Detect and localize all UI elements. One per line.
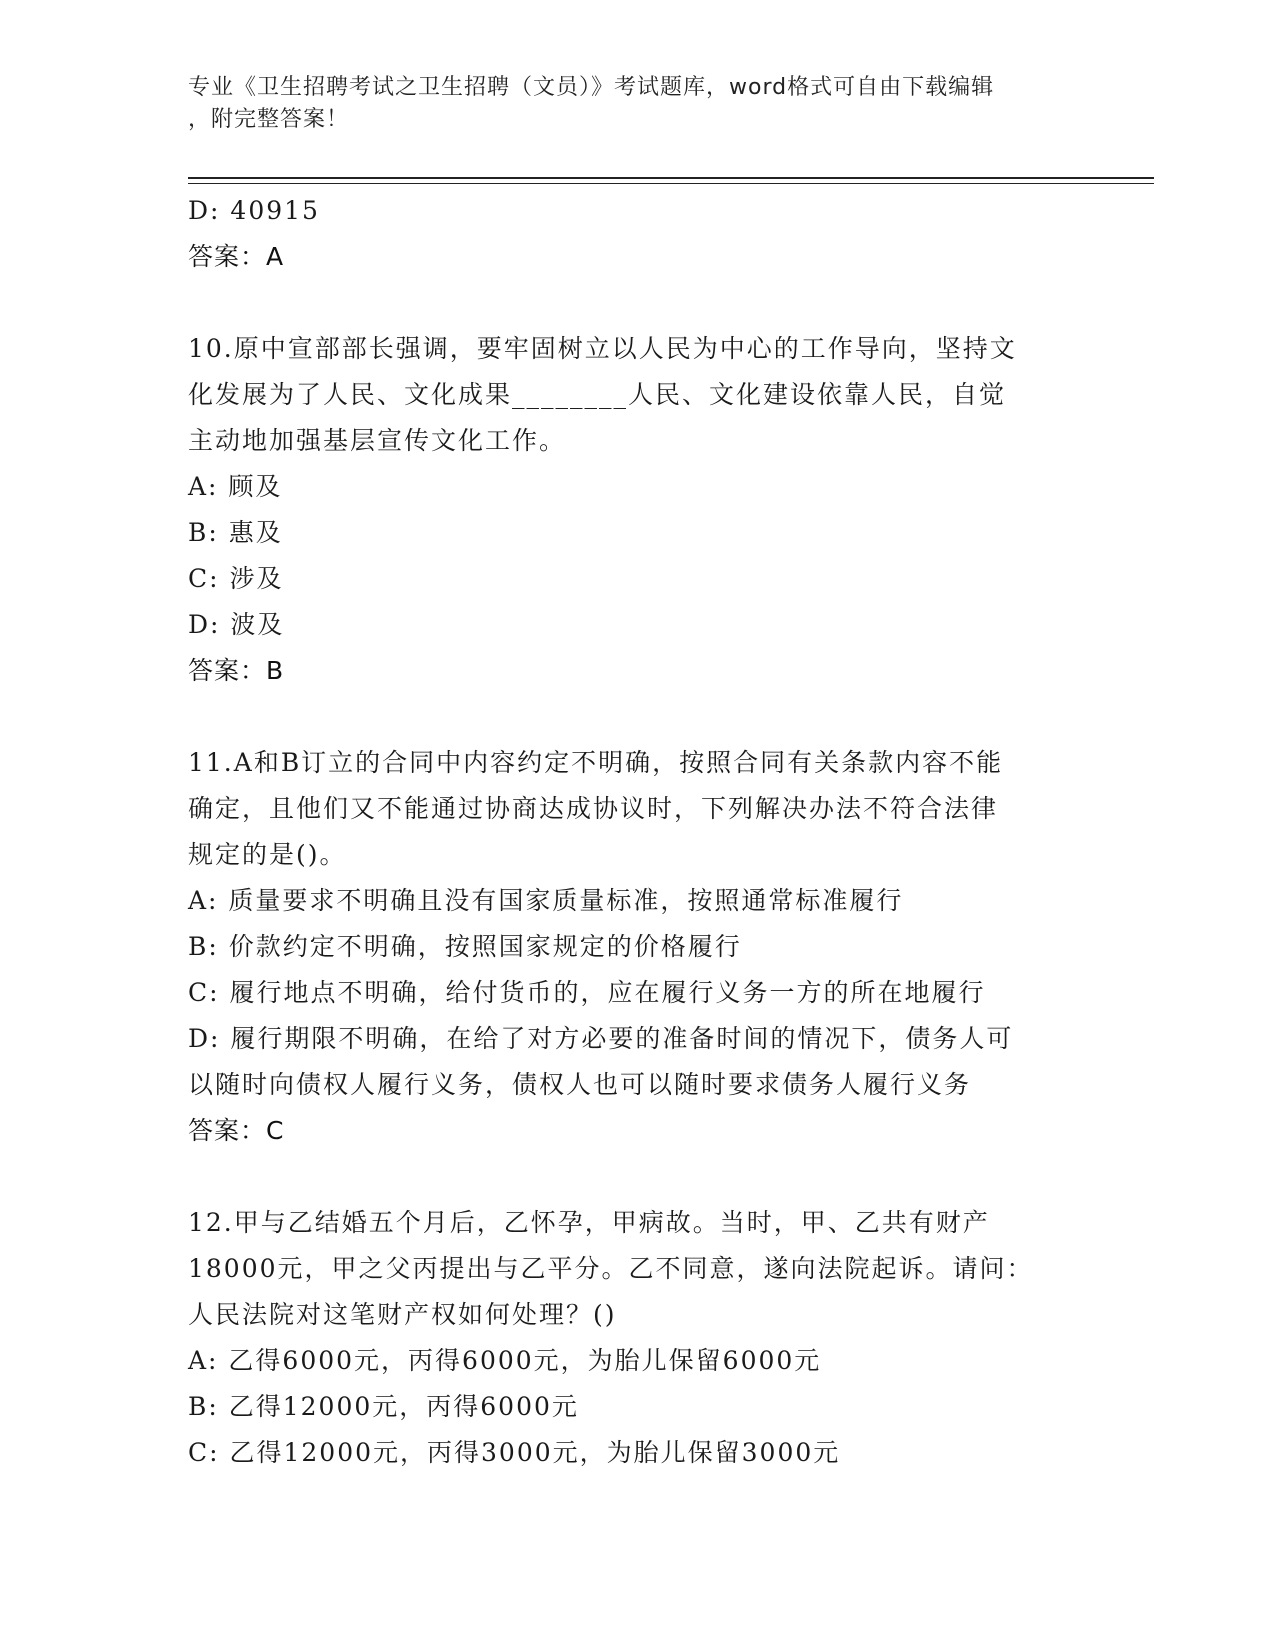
spacer <box>188 694 1088 740</box>
option-d: D: 履行期限不明确，在给了对方必要的准备时间的情况下，债务人可 <box>188 1024 1014 1053</box>
answer-label: 答案：A <box>188 242 285 271</box>
question-text-line: 11.A和B订立的合同中内容约定不明确，按照合同有关条款内容不能 <box>188 748 1004 777</box>
option-b: B: 乙得12000元，丙得6000元 <box>188 1392 579 1421</box>
header-line-2: ，附完整答案！ <box>188 107 350 132</box>
document-body <box>188 188 1088 1476</box>
option-c: C: 涉及 <box>188 564 284 593</box>
header-line-1: 专业《卫生招聘考试之卫生招聘（文员）》考试题库，word格式可自由下载编辑 <box>188 75 995 100</box>
option-d: D: 波及 <box>188 610 285 639</box>
question-text-line: 确定，且他们又不能通过协商达成协议时，下列解决办法不符合法律 <box>188 794 999 823</box>
option-c: C: 乙得12000元，丙得3000元，为胎儿保留3000元 <box>188 1438 841 1467</box>
header-divider-thin <box>188 183 1154 184</box>
question-text-line: 18000元，甲之父丙提出与乙平分。乙不同意，遂向法院起诉。请问： <box>188 1254 1034 1283</box>
option-b: B: 惠及 <box>188 518 283 547</box>
previous-question-tail <box>188 188 1088 280</box>
option-a: A: 乙得6000元，丙得6000元，为胎儿保留6000元 <box>188 1346 822 1375</box>
question-text-line: 人民法院对这笔财产权如何处理？() <box>188 1300 617 1329</box>
question-text-line: 主动地加强基层宣传文化工作。 <box>188 426 567 455</box>
answer-label: 答案：B <box>188 656 285 685</box>
option-b: B: 价款约定不明确，按照国家规定的价格履行 <box>188 932 742 961</box>
option-c: C: 履行地点不明确，给付货币的，应在履行义务一方的所在地履行 <box>188 978 986 1007</box>
option-a: A: 质量要求不明确且没有国家质量标准，按照通常标准履行 <box>188 886 904 915</box>
question-text-line: 10.原中宣部部长强调，要牢固树立以人民为中心的工作导向，坚持文 <box>188 334 1017 363</box>
answer-label: 答案：C <box>188 1116 285 1145</box>
question-11 <box>188 740 1088 1154</box>
option-d: D: 40915 <box>188 196 320 225</box>
question-12 <box>188 1200 1088 1476</box>
question-10 <box>188 326 1088 694</box>
spacer <box>188 1154 1088 1200</box>
document-header <box>188 72 1088 136</box>
option-d-continued: 以随时向债权人履行义务，债权人也可以随时要求债务人履行义务 <box>188 1070 972 1099</box>
header-divider-thick <box>188 177 1154 179</box>
spacer <box>188 280 1088 326</box>
question-text-line: 化发展为了人民、文化成果________人民、文化建设依靠人民，自觉 <box>188 380 1007 409</box>
option-a: A: 顾及 <box>188 472 283 501</box>
question-text-line: 规定的是()。 <box>188 840 347 869</box>
question-text-line: 12.甲与乙结婚五个月后，乙怀孕，甲病故。当时，甲、乙共有财产 <box>188 1208 990 1237</box>
